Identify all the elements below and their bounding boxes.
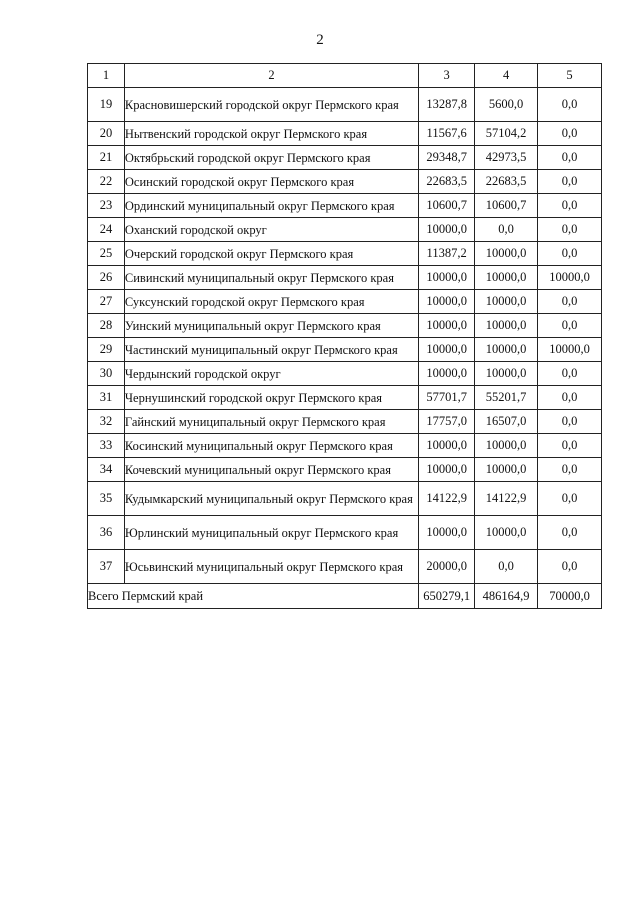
municipality-name: Гайнский муниципальный округ Пермского края [124,410,418,434]
value-col-3: 10000,0 [419,314,475,338]
table-row [88,338,602,362]
municipality-name: Оханский городской округ [124,218,418,242]
value-col-5: 0,0 [538,194,602,218]
value-col-4: 22683,5 [475,170,538,194]
column-header-1: 1 [88,64,125,88]
municipality-name: Октябрьский городской округ Пермского края [124,146,418,170]
value-col-5: 0,0 [538,170,602,194]
value-col-3: 29348,7 [419,146,475,170]
value-col-4: 57104,2 [475,122,538,146]
municipality-name: Осинский городской округ Пермского края [124,170,418,194]
value-col-5: 0,0 [538,242,602,266]
table-row [88,458,602,482]
row-number: 22 [88,170,125,194]
value-col-3: 10600,7 [419,194,475,218]
value-col-4: 0,0 [475,550,538,584]
value-col-3: 10000,0 [419,516,475,550]
table-row [88,516,602,550]
value-col-3: 10000,0 [419,434,475,458]
value-col-4: 10000,0 [475,434,538,458]
table-row [88,88,602,122]
row-number: 33 [88,434,125,458]
row-number: 28 [88,314,125,338]
municipality-name: Очерский городской округ Пермского края [124,242,418,266]
value-col-5: 0,0 [538,482,602,516]
row-number: 27 [88,290,125,314]
column-header-3: 3 [419,64,475,88]
municipality-name: Суксунский городской округ Пермского края [124,290,418,314]
table-row [88,146,602,170]
value-col-4: 10000,0 [475,290,538,314]
municipality-name: Кочевский муниципальный округ Пермского края [124,458,418,482]
value-col-3: 20000,0 [419,550,475,584]
total-col-3: 650279,1 [419,584,475,609]
value-col-5: 0,0 [538,314,602,338]
table-header-row [88,64,602,88]
row-number: 30 [88,362,125,386]
table-row [88,170,602,194]
value-col-3: 11567,6 [419,122,475,146]
municipality-name: Косинский муниципальный округ Пермского края [124,434,418,458]
value-col-5: 0,0 [538,458,602,482]
value-col-4: 10000,0 [475,338,538,362]
table-row [88,410,602,434]
value-col-5: 0,0 [538,218,602,242]
value-col-3: 22683,5 [419,170,475,194]
value-col-5: 0,0 [538,146,602,170]
table-row [88,550,602,584]
table-row [88,266,602,290]
municipality-name: Ординский муниципальный округ Пермского края [124,194,418,218]
value-col-4: 0,0 [475,218,538,242]
row-number: 26 [88,266,125,290]
value-col-5: 0,0 [538,362,602,386]
row-number: 37 [88,550,125,584]
value-col-5: 0,0 [538,410,602,434]
value-col-3: 13287,8 [419,88,475,122]
row-number: 19 [88,88,125,122]
row-number: 36 [88,516,125,550]
value-col-4: 10000,0 [475,242,538,266]
value-col-5: 10000,0 [538,338,602,362]
table-row [88,434,602,458]
row-number: 24 [88,218,125,242]
value-col-3: 10000,0 [419,338,475,362]
row-number: 21 [88,146,125,170]
municipality-name: Сивинский муниципальный округ Пермского края [124,266,418,290]
value-col-3: 10000,0 [419,290,475,314]
row-number: 35 [88,482,125,516]
municipality-name: Уинский муниципальный округ Пермского края [124,314,418,338]
table-row [88,122,602,146]
value-col-4: 10000,0 [475,314,538,338]
municipality-name: Чердынский городской округ [124,362,418,386]
row-number: 20 [88,122,125,146]
value-col-4: 10000,0 [475,362,538,386]
total-label: Всего Пермский край [88,584,419,609]
column-header-2: 2 [124,64,418,88]
municipality-name: Красновишерский городской округ Пермского края [124,88,418,122]
row-number: 32 [88,410,125,434]
value-col-3: 10000,0 [419,362,475,386]
value-col-5: 0,0 [538,434,602,458]
value-col-3: 17757,0 [419,410,475,434]
value-col-3: 11387,2 [419,242,475,266]
municipality-name: Юрлинский муниципальный округ Пермского края [124,516,418,550]
value-col-4: 14122,9 [475,482,538,516]
municipality-name: Нытвенский городской округ Пермского края [124,122,418,146]
municipality-name: Кудымкарский муниципальный округ Пермского края [124,482,418,516]
value-col-4: 55201,7 [475,386,538,410]
value-col-4: 16507,0 [475,410,538,434]
value-col-4: 10600,7 [475,194,538,218]
municipality-name: Частинский муниципальный округ Пермского края [124,338,418,362]
value-col-4: 10000,0 [475,458,538,482]
row-number: 25 [88,242,125,266]
total-col-5: 70000,0 [538,584,602,609]
value-col-4: 42973,5 [475,146,538,170]
table-row [88,218,602,242]
row-number: 31 [88,386,125,410]
value-col-4: 5600,0 [475,88,538,122]
value-col-5: 10000,0 [538,266,602,290]
budget-table [87,63,602,609]
table-row [88,482,602,516]
value-col-5: 0,0 [538,550,602,584]
row-number: 34 [88,458,125,482]
value-col-4: 10000,0 [475,266,538,290]
value-col-3: 57701,7 [419,386,475,410]
row-number: 23 [88,194,125,218]
value-col-3: 10000,0 [419,458,475,482]
table-row [88,194,602,218]
municipality-name: Чернушинский городской округ Пермского края [124,386,418,410]
table-row [88,242,602,266]
column-header-5: 5 [538,64,602,88]
value-col-5: 0,0 [538,516,602,550]
table-row [88,290,602,314]
value-col-3: 10000,0 [419,266,475,290]
value-col-5: 0,0 [538,386,602,410]
value-col-4: 10000,0 [475,516,538,550]
value-col-5: 0,0 [538,88,602,122]
row-number: 29 [88,338,125,362]
total-col-4: 486164,9 [475,584,538,609]
value-col-3: 14122,9 [419,482,475,516]
value-col-5: 0,0 [538,290,602,314]
table-row [88,386,602,410]
total-row [88,584,602,609]
value-col-3: 10000,0 [419,218,475,242]
municipality-name: Юсьвинский муниципальный округ Пермского края [124,550,418,584]
page-number: 2 [316,32,324,48]
value-col-5: 0,0 [538,122,602,146]
table-row [88,362,602,386]
column-header-4: 4 [475,64,538,88]
table-row [88,314,602,338]
